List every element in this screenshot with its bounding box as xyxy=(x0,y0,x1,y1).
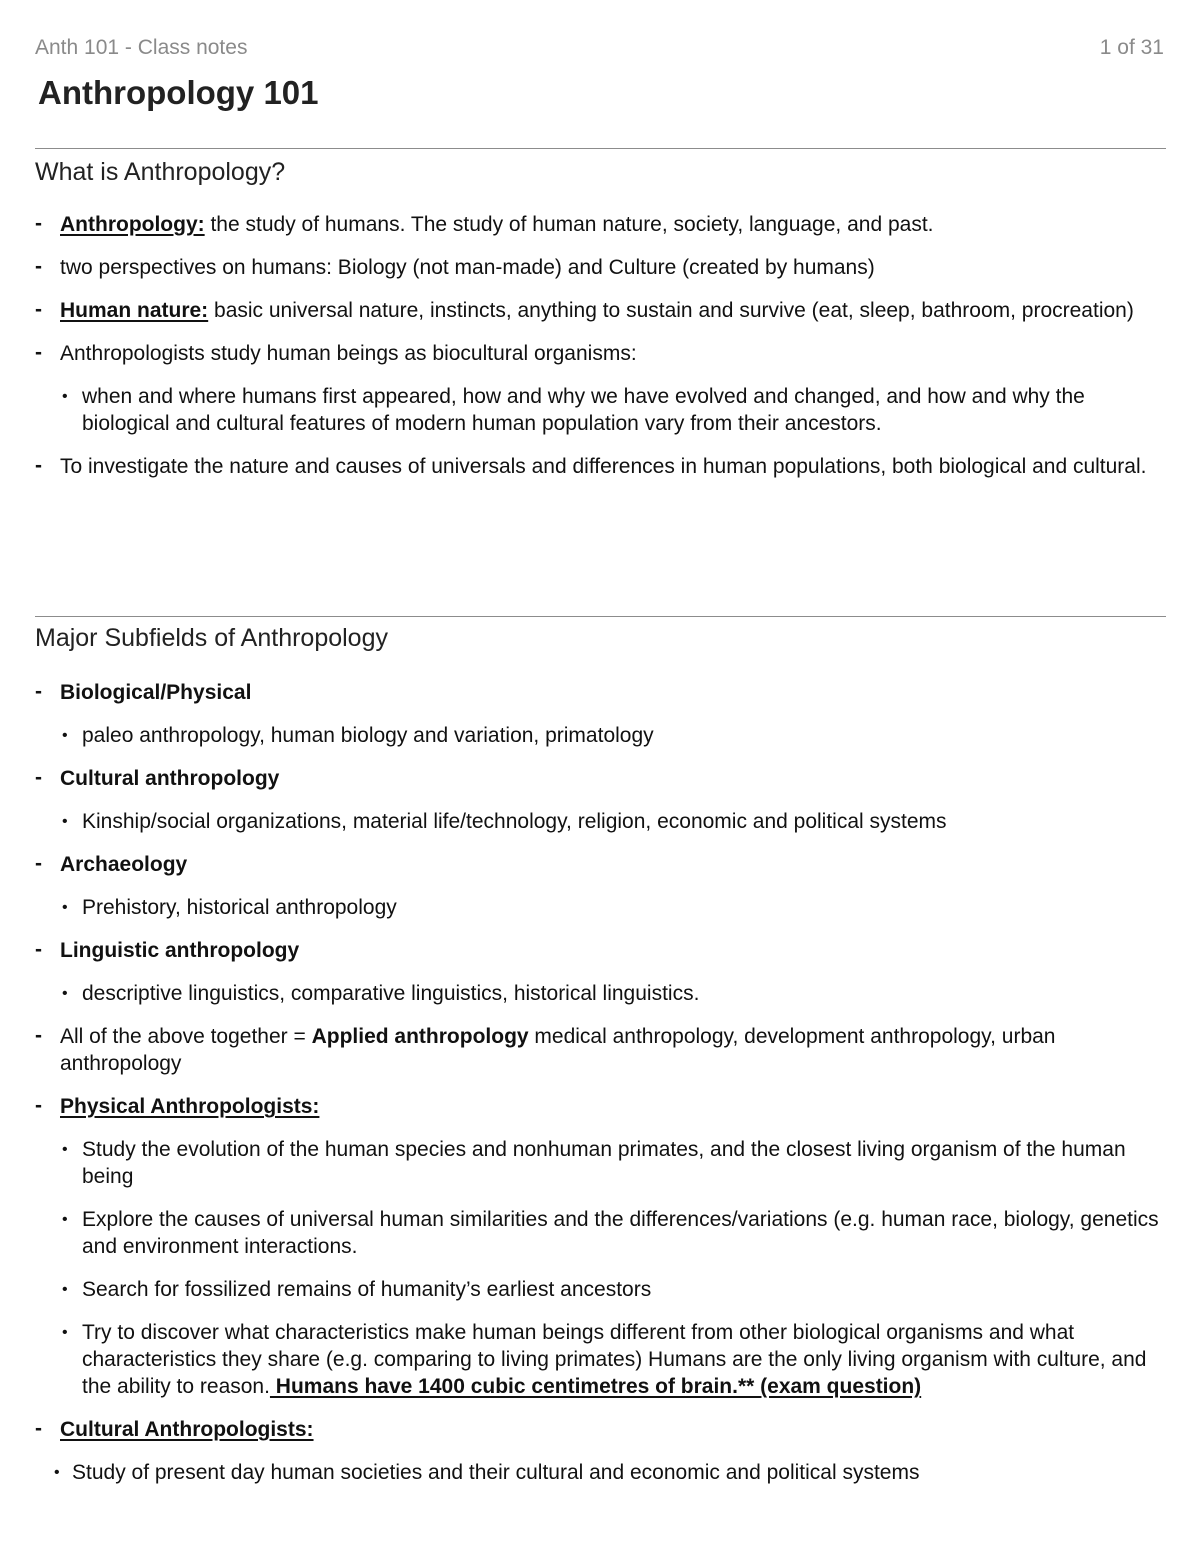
list-subitem: • Study the evolution of the human species and nonhuman primates, and the closest living organism of the human being xyxy=(0,1136,1200,1190)
list-subitem: • Try to discover what characteristics make human beings different from other biological organisms and what characteristics they share (e.g. comparing to living primates) Humans are the only living organism with culture, and the ability to reason. Humans have 1400 cubic centimetres of brain.** (exam question) xyxy=(0,1319,1200,1400)
exam-note: Humans have 1400 cubic centimetres of brain.** (exam question) xyxy=(269,1375,922,1398)
section-title-what-is-anthropology: What is Anthropology? xyxy=(35,158,286,186)
subfield-heading: - Physical Anthropologists: xyxy=(0,1093,1200,1120)
list-item: - two perspectives on humans: Biology (not man-made) and Culture (created by humans) xyxy=(0,254,1200,281)
subfield-heading: - Archaeology xyxy=(0,851,1200,878)
section-divider xyxy=(35,616,1166,617)
section2-list xyxy=(0,679,1200,1502)
list-item: - To investigate the nature and causes of universals and differences in human populations, both biological and cultural. xyxy=(0,453,1200,480)
section-divider xyxy=(35,148,1166,149)
list-subitem: • paleo anthropology, human biology and variation, primatology xyxy=(0,722,1200,749)
term-human-nature: Human nature: xyxy=(60,299,209,322)
list-subitem: • Prehistory, historical anthropology xyxy=(0,894,1200,921)
list-item: - Anthropologists study human beings as biocultural organisms: xyxy=(0,340,1200,367)
subfield-heading: - Cultural anthropology xyxy=(0,765,1200,792)
subfield-heading: - Linguistic anthropology xyxy=(0,937,1200,964)
list-subitem: • Explore the causes of universal human similarities and the differences/variations (e.g. human race, biology, genetics and environment interactions. xyxy=(0,1206,1200,1260)
list-subitem: • Search for fossilized remains of humanity’s earliest ancestors xyxy=(0,1276,1200,1303)
list-subitem: • Kinship/social organizations, material life/technology, religion, economic and political systems xyxy=(0,808,1200,835)
subfield-heading: - Biological/Physical xyxy=(0,679,1200,706)
list-item: - Human nature: basic universal nature, instincts, anything to sustain and survive (eat, sleep, bathroom, procreation) xyxy=(0,297,1200,324)
section-title-major-subfields: Major Subfields of Anthropology xyxy=(35,624,388,652)
list-subitem: • when and where humans first appeared, how and why we have evolved and changed, and how and why the biological and cultural features of modern human population vary from their ancestors. xyxy=(0,383,1200,437)
term-anthropology: Anthropology: xyxy=(60,213,205,236)
list-item: - All of the above together = Applied anthropology medical anthropology, development anthropology, urban anthropology xyxy=(0,1023,1200,1077)
term-applied-anthropology: Applied anthropology xyxy=(311,1025,529,1048)
list-subitem: • descriptive linguistics, comparative linguistics, historical linguistics. xyxy=(0,980,1200,1007)
subfield-heading: - Cultural Anthropologists: xyxy=(0,1416,1200,1443)
list-item: - Anthropology: the study of humans. The study of human nature, society, language, and past. xyxy=(0,211,1200,238)
page-indicator: 1 of 31 xyxy=(1099,36,1164,59)
list-subitem: • Study of present day human societies and their cultural and economic and political systems xyxy=(0,1459,1200,1486)
document-title: Anthropology 101 xyxy=(38,74,319,111)
section1-list xyxy=(0,211,1200,496)
course-header: Anth 101 - Class notes xyxy=(35,36,248,59)
